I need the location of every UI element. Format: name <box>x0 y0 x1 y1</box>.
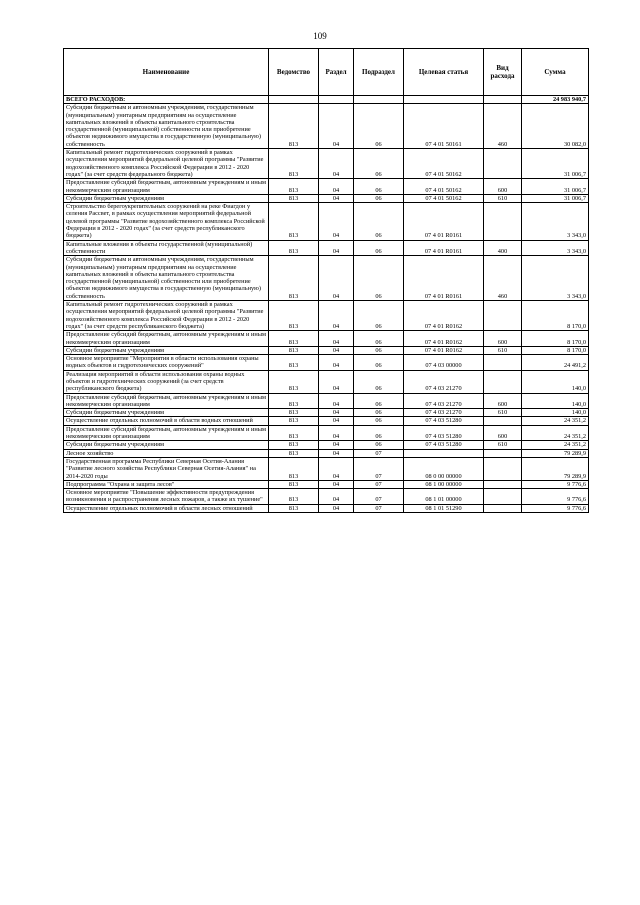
cell-dept: 813 <box>269 179 319 195</box>
cell-sum: 140,0 <box>522 370 589 393</box>
cell-sum: 31 006,7 <box>522 194 589 202</box>
cell-exp-type <box>484 504 522 512</box>
cell-exp-type: 400 <box>484 240 522 256</box>
cell-name: Субсидии бюджетным учреждениям <box>64 194 269 202</box>
table-row <box>64 370 589 393</box>
cell-name: Субсидии бюджетным учреждениям <box>64 441 269 449</box>
cell-exp-type: 610 <box>484 409 522 417</box>
cell-subsection: 06 <box>354 194 404 202</box>
cell-name: Основное мероприятие "Мероприятия в области использования охраны водных объектов и гидротехнических сооружений" <box>64 355 269 371</box>
cell-target: 07 4 03 21270 <box>404 370 484 393</box>
cell-target: 07 4 03 51280 <box>404 417 484 425</box>
cell-target: 08 0 00 00000 <box>404 457 484 480</box>
cell-section: 04 <box>319 203 354 240</box>
cell-section: 04 <box>319 240 354 256</box>
header-target: Целевая статья <box>404 49 484 96</box>
cell-dept: 813 <box>269 457 319 480</box>
cell-dept: 813 <box>269 480 319 488</box>
cell-target: 07 4 01 R0162 <box>404 301 484 331</box>
cell-section: 04 <box>319 346 354 354</box>
cell-target: 07 4 01 50161 <box>404 104 484 149</box>
cell-section: 04 <box>319 104 354 149</box>
cell-section: 04 <box>319 409 354 417</box>
cell-dept: 813 <box>269 425 319 441</box>
table-row <box>64 331 589 347</box>
cell-subsection: 06 <box>354 149 404 179</box>
cell-target <box>404 96 484 104</box>
cell-section: 04 <box>319 149 354 179</box>
page-number: 109 <box>313 31 327 41</box>
cell-section: 04 <box>319 425 354 441</box>
cell-section: 04 <box>319 480 354 488</box>
cell-name: Осуществление отдельных полномочий в области лесных отношений <box>64 504 269 512</box>
cell-exp-type: 600 <box>484 393 522 409</box>
cell-section: 04 <box>319 417 354 425</box>
cell-sum: 79 289,9 <box>522 449 589 457</box>
cell-target: 07 4 03 21270 <box>404 393 484 409</box>
cell-name: Основное мероприятие "Повышение эффективности предупреждения возникновения и распространения лесных пожаров, а также их тушение" <box>64 489 269 505</box>
cell-exp-type: 600 <box>484 331 522 347</box>
cell-subsection: 06 <box>354 370 404 393</box>
cell-target: 07 4 03 51280 <box>404 441 484 449</box>
cell-sum: 140,0 <box>522 393 589 409</box>
cell-dept: 813 <box>269 331 319 347</box>
cell-name: Капитальный ремонт гидротехнических сооружений в рамках осуществления мероприятий федеральной целевой программы "Развитие водохозяйственного комплекса Российской Федерации в 2012 - 2020 годах" (за счет средств федерального бюджета) <box>64 149 269 179</box>
cell-sum: 24 351,2 <box>522 441 589 449</box>
table-row <box>64 194 589 202</box>
cell-dept: 813 <box>269 370 319 393</box>
cell-sum: 3 343,0 <box>522 203 589 240</box>
cell-exp-type <box>484 457 522 480</box>
cell-sum: 8 170,0 <box>522 331 589 347</box>
table-row <box>64 96 589 104</box>
cell-dept: 813 <box>269 240 319 256</box>
cell-name: Предоставление субсидий бюджетным, автономным учреждениям и иным некоммерческим организациям <box>64 331 269 347</box>
cell-exp-type <box>484 489 522 505</box>
cell-target: 08 1 01 00000 <box>404 489 484 505</box>
cell-subsection: 06 <box>354 240 404 256</box>
table-row <box>64 425 589 441</box>
budget-table <box>63 48 589 513</box>
cell-sum: 31 006,7 <box>522 149 589 179</box>
cell-dept <box>269 96 319 104</box>
cell-exp-type: 610 <box>484 346 522 354</box>
cell-subsection: 06 <box>354 425 404 441</box>
cell-dept: 813 <box>269 489 319 505</box>
cell-dept: 813 <box>269 441 319 449</box>
cell-target: 07 4 01 R0162 <box>404 331 484 347</box>
table-row <box>64 504 589 512</box>
cell-section: 04 <box>319 504 354 512</box>
cell-section: 04 <box>319 457 354 480</box>
cell-dept: 813 <box>269 301 319 331</box>
cell-name: Капитальный ремонт гидротехнических сооружений в рамках осуществления мероприятий федеральной целевой программы "Развитие водохозяйственного комплекса Российской Федерации в 2012 - 2020 годах" (за счет средств республиканского бюджета) <box>64 301 269 331</box>
cell-dept: 813 <box>269 203 319 240</box>
cell-target: 07 4 03 21270 <box>404 409 484 417</box>
cell-exp-type: 610 <box>484 194 522 202</box>
cell-name: Государственная программа Республики Северная Осетия-Алания "Развитие лесного хозяйства Республики Северная Осетия-Алания" на 2014-2020 годы <box>64 457 269 480</box>
cell-sum: 24 983 940,7 <box>522 96 589 104</box>
cell-name: Подпрограмма "Охрана и защита лесов" <box>64 480 269 488</box>
header-exp-type: Вид расхода <box>484 49 522 96</box>
cell-target: 07 4 03 51280 <box>404 425 484 441</box>
cell-sum: 8 170,0 <box>522 301 589 331</box>
cell-section: 04 <box>319 393 354 409</box>
cell-exp-type <box>484 370 522 393</box>
cell-subsection: 06 <box>354 179 404 195</box>
cell-sum: 31 006,7 <box>522 179 589 195</box>
cell-subsection: 07 <box>354 449 404 457</box>
cell-name: Реализация мероприятий в области использования охраны водных объектов и гидротехнических сооружений (за счет средств республиканского бюджета) <box>64 370 269 393</box>
cell-section: 04 <box>319 355 354 371</box>
cell-sum: 9 776,6 <box>522 504 589 512</box>
cell-name: Предоставление субсидий бюджетным, автономным учреждениям и иным некоммерческим организациям <box>64 179 269 195</box>
cell-exp-type <box>484 417 522 425</box>
cell-target: 07 4 03 00000 <box>404 355 484 371</box>
cell-exp-type: 460 <box>484 256 522 301</box>
header-name: Наименование <box>64 49 269 96</box>
cell-subsection: 07 <box>354 489 404 505</box>
cell-exp-type: 610 <box>484 441 522 449</box>
cell-sum: 3 343,0 <box>522 256 589 301</box>
cell-exp-type <box>484 449 522 457</box>
table-row <box>64 449 589 457</box>
cell-name: Строительство берегоукрепительных сооружений на реке Фиагдон у селения Рассвет, в рамках осуществления мероприятий федеральной целевой программы "Развитие водохозяйственного комплекса Российской Федерации в 2012 - 2020 годах" (за счет средств республиканского бюджета) <box>64 203 269 240</box>
cell-target: 07 4 01 R0161 <box>404 203 484 240</box>
cell-section: 04 <box>319 256 354 301</box>
table-row <box>64 417 589 425</box>
cell-dept: 813 <box>269 104 319 149</box>
cell-sum: 24 351,2 <box>522 417 589 425</box>
cell-dept: 813 <box>269 355 319 371</box>
cell-dept: 813 <box>269 409 319 417</box>
table-row <box>64 393 589 409</box>
cell-section: 04 <box>319 441 354 449</box>
cell-subsection: 06 <box>354 331 404 347</box>
table-header-row <box>64 49 589 96</box>
cell-dept: 813 <box>269 256 319 301</box>
header-subsection: Подраздел <box>354 49 404 96</box>
cell-subsection: 07 <box>354 480 404 488</box>
cell-subsection: 06 <box>354 417 404 425</box>
cell-target: 08 1 00 00000 <box>404 480 484 488</box>
cell-target: 07 4 01 R0161 <box>404 240 484 256</box>
cell-target: 07 4 01 50162 <box>404 179 484 195</box>
table-row <box>64 240 589 256</box>
cell-subsection: 07 <box>354 457 404 480</box>
cell-dept: 813 <box>269 417 319 425</box>
cell-exp-type <box>484 96 522 104</box>
cell-subsection <box>354 96 404 104</box>
cell-exp-type <box>484 149 522 179</box>
cell-section: 04 <box>319 331 354 347</box>
cell-dept: 813 <box>269 504 319 512</box>
cell-name: Предоставление субсидий бюджетным, автономным учреждениям и иным некоммерческим организациям <box>64 425 269 441</box>
cell-subsection: 06 <box>354 409 404 417</box>
cell-sum: 9 776,6 <box>522 489 589 505</box>
cell-section <box>319 96 354 104</box>
table-body <box>64 96 589 513</box>
table-row <box>64 480 589 488</box>
table-row <box>64 409 589 417</box>
cell-section: 04 <box>319 489 354 505</box>
table-row <box>64 256 589 301</box>
cell-section: 04 <box>319 449 354 457</box>
header-section: Раздел <box>319 49 354 96</box>
table-row <box>64 355 589 371</box>
cell-subsection: 06 <box>354 301 404 331</box>
cell-exp-type <box>484 480 522 488</box>
table-row <box>64 441 589 449</box>
cell-subsection: 06 <box>354 393 404 409</box>
cell-name: Предоставление субсидий бюджетным, автономным учреждениям и иным некоммерческим организациям <box>64 393 269 409</box>
table-row <box>64 203 589 240</box>
cell-section: 04 <box>319 179 354 195</box>
header-dept: Ведомство <box>269 49 319 96</box>
cell-subsection: 06 <box>354 441 404 449</box>
cell-sum: 24 491,2 <box>522 355 589 371</box>
cell-sum: 8 170,0 <box>522 346 589 354</box>
cell-subsection: 06 <box>354 355 404 371</box>
cell-exp-type: 600 <box>484 179 522 195</box>
cell-subsection: 06 <box>354 203 404 240</box>
cell-sum: 3 343,0 <box>522 240 589 256</box>
cell-name: Лесное хозяйство <box>64 449 269 457</box>
cell-sum: 9 776,6 <box>522 480 589 488</box>
cell-subsection: 06 <box>354 104 404 149</box>
cell-section: 04 <box>319 301 354 331</box>
cell-sum: 30 082,0 <box>522 104 589 149</box>
cell-dept: 813 <box>269 149 319 179</box>
cell-target: 07 4 01 50162 <box>404 194 484 202</box>
cell-dept: 813 <box>269 449 319 457</box>
header-sum: Сумма <box>522 49 589 96</box>
cell-name: Субсидии бюджетным и автономным учреждениям, государственным (муниципальным) унитарным предприятиям на осуществление капитальных вложений в объекты капитального строительства государственной (муниципальной) собственности или приобретение объектов недвижимого имущества в государственную (муниципальную) собственность <box>64 256 269 301</box>
cell-dept: 813 <box>269 194 319 202</box>
table-row <box>64 149 589 179</box>
cell-subsection: 07 <box>354 504 404 512</box>
cell-section: 04 <box>319 194 354 202</box>
cell-exp-type <box>484 203 522 240</box>
cell-name: Субсидии бюджетным и автономным учреждениям, государственным (муниципальным) унитарным предприятиям на осуществление капитальных вложений в объекты капитального строительства государственной (муниципальной) собственности или приобретение объектов недвижимого имущества в государственную (муниципальную) собственность <box>64 104 269 149</box>
cell-exp-type <box>484 301 522 331</box>
table-row <box>64 179 589 195</box>
cell-exp-type: 600 <box>484 425 522 441</box>
cell-target: 07 4 01 R0162 <box>404 346 484 354</box>
table-row <box>64 346 589 354</box>
cell-sum: 140,0 <box>522 409 589 417</box>
cell-name: Осуществление отдельных полномочий в области водных отношений <box>64 417 269 425</box>
cell-exp-type <box>484 355 522 371</box>
table-row <box>64 489 589 505</box>
cell-target: 07 4 01 R0161 <box>404 256 484 301</box>
cell-exp-type: 460 <box>484 104 522 149</box>
cell-sum: 79 289,9 <box>522 457 589 480</box>
cell-subsection: 06 <box>354 346 404 354</box>
cell-target <box>404 449 484 457</box>
cell-name: ВСЕГО РАСХОДОВ: <box>64 96 269 104</box>
table-row <box>64 104 589 149</box>
cell-name: Субсидии бюджетным учреждениям <box>64 409 269 417</box>
cell-sum: 24 351,2 <box>522 425 589 441</box>
cell-section: 04 <box>319 370 354 393</box>
cell-name: Субсидии бюджетным учреждениям <box>64 346 269 354</box>
cell-name: Капитальные вложения в объекты государственной (муниципальной) собственности <box>64 240 269 256</box>
cell-dept: 813 <box>269 346 319 354</box>
table-row <box>64 301 589 331</box>
cell-target: 07 4 01 50162 <box>404 149 484 179</box>
cell-target: 08 1 01 51290 <box>404 504 484 512</box>
cell-subsection: 06 <box>354 256 404 301</box>
table-row <box>64 457 589 480</box>
cell-dept: 813 <box>269 393 319 409</box>
